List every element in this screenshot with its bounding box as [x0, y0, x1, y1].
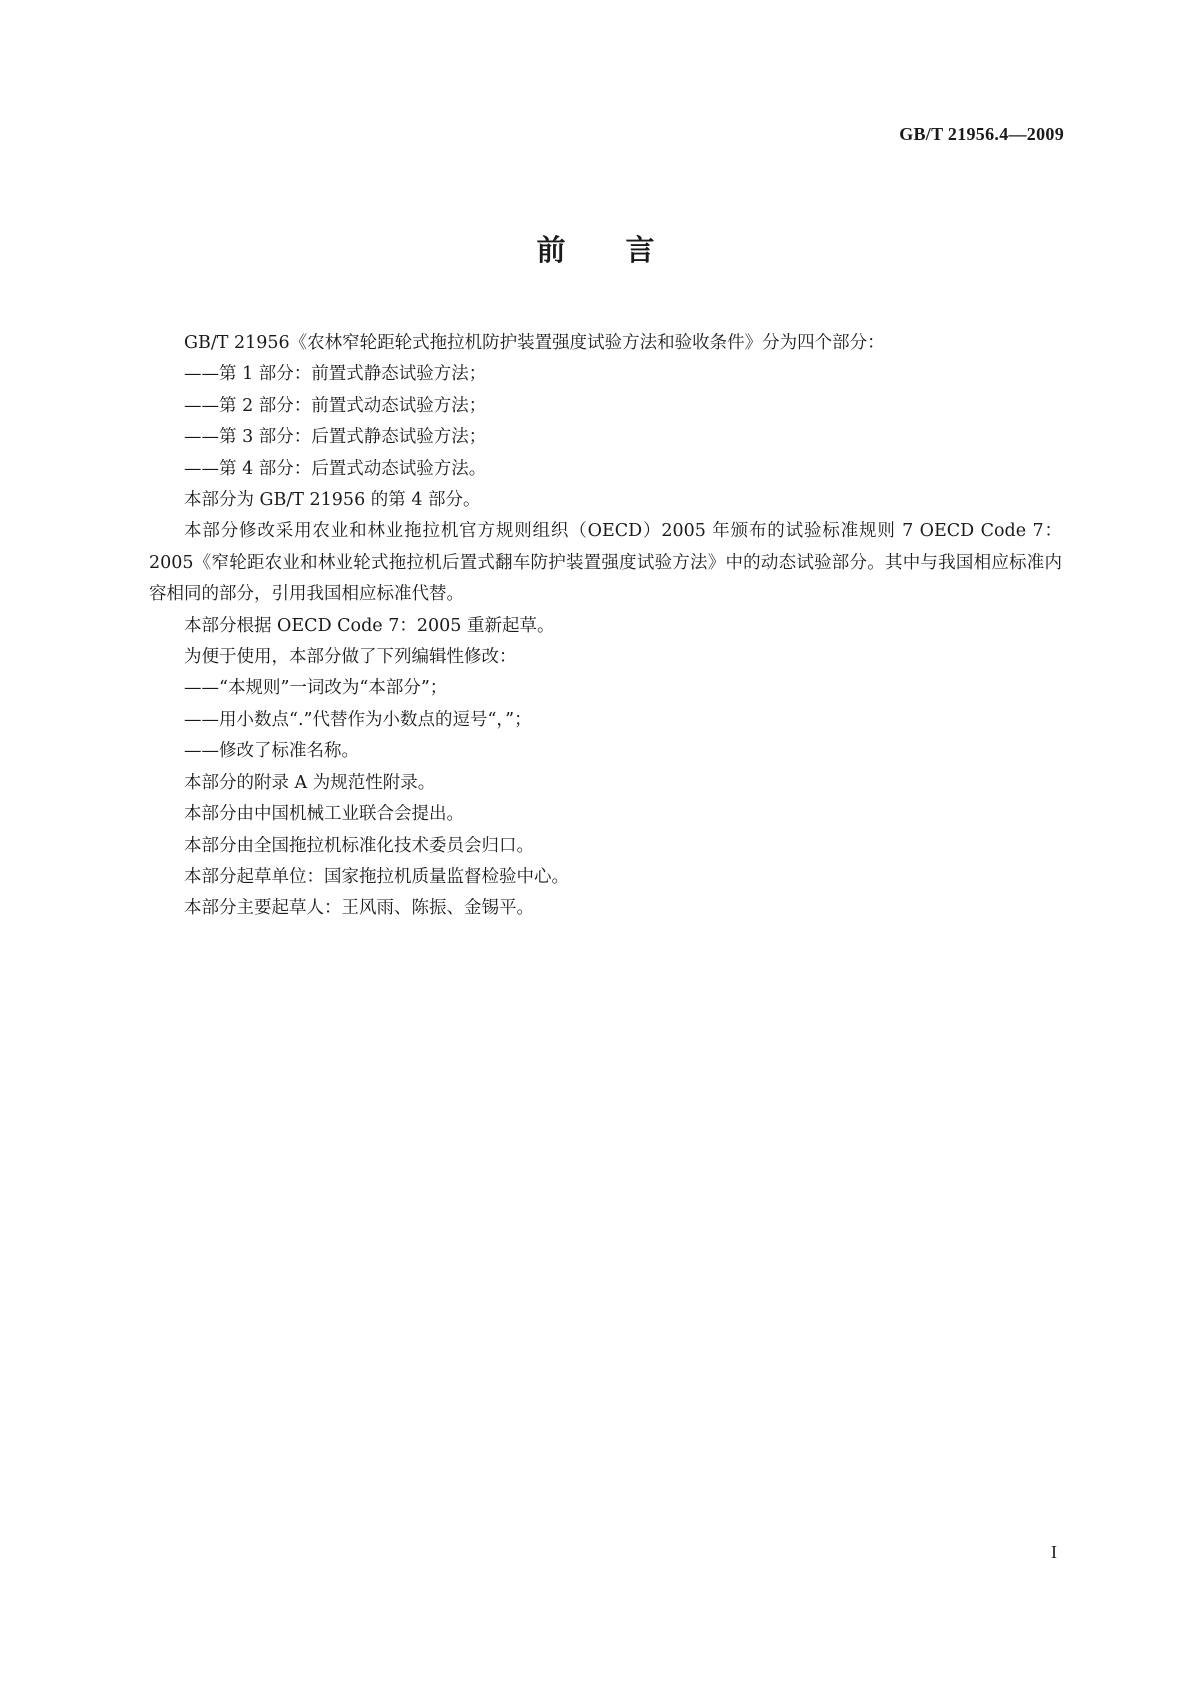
list-item-change-2: ——用小数点“.”代替作为小数点的逗号“，”； [184, 709, 532, 730]
list-item-part-4: ——第 4 部分：后置式动态试验方法。 [184, 458, 487, 479]
page-number: I [1051, 1542, 1057, 1562]
paragraph-redrafted: 本部分根据 OECD Code 7：2005 重新起草。 [184, 615, 555, 636]
paragraph-annex: 本部分的附录 A 为规范性附录。 [184, 772, 436, 793]
page-title: 前言 [536, 233, 715, 267]
paragraph-committee: 本部分由全国拖拉机标准化技术委员会归口。 [184, 835, 534, 856]
paragraph-adoption: 本部分修改采用农业和林业拖拉机官方规则组织（OECD）2005 年颁布的试验标准规则 7 OECD Code 7：2005《窄轮距农业和林业轮式拖拉机后置式翻车防护装置强度试验方法》中的动态试验部分。其中与我国相应标准内容相同的部分，引用我国相应标准代替。 [149, 521, 1062, 605]
paragraph-editorial-changes: 为便于使用，本部分做了下列编辑性修改： [184, 647, 517, 668]
list-item-change-1: ——“本规则”一词改为“本部分”； [184, 678, 448, 699]
paragraph-this-part: 本部分为 GB/T 21956 的第 4 部分。 [184, 490, 481, 511]
list-item-part-1: ——第 1 部分：前置式静态试验方法； [184, 364, 487, 385]
paragraph-proposer: 本部分由中国机械工业联合会提出。 [184, 804, 464, 825]
list-item-part-3: ——第 3 部分：后置式静态试验方法； [184, 427, 487, 448]
paragraph-drafting-unit: 本部分起草单位：国家拖拉机质量监督检验中心。 [184, 866, 569, 887]
list-item-change-3: ——修改了标准名称。 [184, 741, 359, 762]
list-item-part-2: ——第 2 部分：前置式动态试验方法； [184, 395, 487, 416]
paragraph-drafters: 本部分主要起草人：王风雨、陈振、金锡平。 [184, 898, 534, 919]
paragraph-intro: GB/T 21956《农林窄轮距轮式拖拉机防护装置强度试验方法和验收条件》分为四个部分： [184, 333, 885, 353]
foreword-body [149, 328, 1062, 925]
standard-number: GB/T 21956.4—2009 [899, 124, 1064, 144]
